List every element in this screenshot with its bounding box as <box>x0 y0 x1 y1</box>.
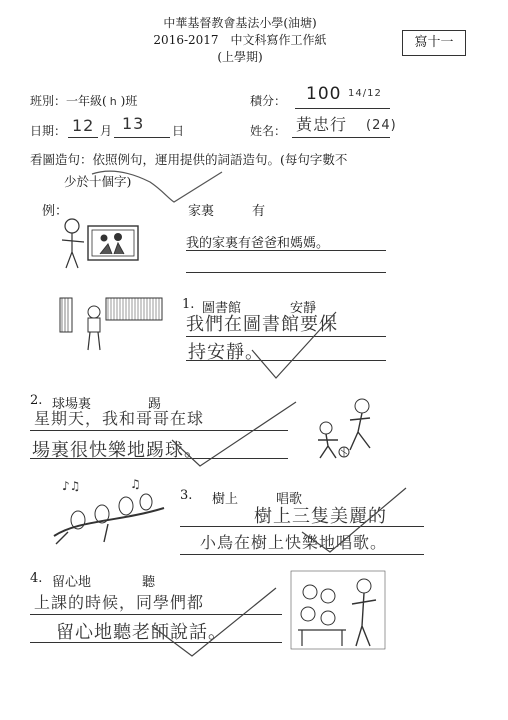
question-2-answer-line-1: 星期天，我和哥哥在球 <box>34 409 205 428</box>
worksheet-number-box <box>402 30 466 56</box>
example-label: 例： <box>42 204 69 219</box>
date-label: 日期： <box>30 124 67 138</box>
instruction-line-1: 看圖造句：依照例句，運用提供的詞語造句。(每句字數不 <box>30 152 348 167</box>
question-4-check-mark <box>150 586 280 658</box>
question-1-answer-line-1: 我們在圖書館要保 <box>186 314 338 335</box>
question-1-word-2: 安靜 <box>290 301 317 316</box>
date-month: 12 <box>72 116 95 135</box>
question-3-check-mark <box>300 486 410 556</box>
svg-text:♪♫: ♪♫ <box>62 479 81 493</box>
family-photo-illustration <box>58 212 148 272</box>
question-2-word-1: 球場裏 <box>52 397 92 412</box>
example-word-1: 家裏 <box>188 204 215 219</box>
question-2-check-mark <box>170 400 300 470</box>
question-4-word-2: 聽 <box>142 575 156 590</box>
question-3-answer-line-1: 樹上三隻美麗的 <box>254 506 387 527</box>
name-label: 姓名： <box>250 124 287 138</box>
date-underline-1 <box>68 137 98 138</box>
example-sentence: 我的家裏有爸爸和媽媽。 <box>186 236 330 251</box>
question-3-word-1: 樹上 <box>212 492 239 507</box>
question-1-word-1: 圖書館 <box>202 301 242 316</box>
date-underline-2 <box>114 137 170 138</box>
classroom-illustration <box>290 570 386 650</box>
football-illustration <box>306 396 396 462</box>
question-4-answer-line-2: 留心地聽老師說話。 <box>56 622 227 643</box>
birds-on-branch-illustration <box>48 476 168 548</box>
question-3-word-2: 唱歌 <box>276 492 303 507</box>
question-2-word-2: 踢 <box>148 397 162 412</box>
library-illustration <box>58 296 168 356</box>
question-4-label: 4. <box>30 571 43 586</box>
question-3-answer-line-2: 小鳥在樹上快樂地唱歌。 <box>200 533 388 552</box>
term: (上學期) <box>217 50 263 64</box>
question-1-answer-line-2: 持安靜。 <box>188 342 264 363</box>
example-word-2: 有 <box>252 204 266 219</box>
date-month-unit: 月 <box>100 124 113 138</box>
example-line-2 <box>186 272 386 273</box>
class-value: h <box>109 95 118 108</box>
question-2-label: 2. <box>30 393 43 408</box>
question-4-word-1: 留心地 <box>52 575 92 590</box>
school-name: 中華基督教會基法小學(油塘) <box>163 16 317 30</box>
score-label: 積分： <box>250 94 287 108</box>
score-value: 100 <box>306 84 342 104</box>
question-3-label: 3. <box>180 488 193 503</box>
worksheet-number: 寫十一 <box>414 35 454 50</box>
class-suffix: )班 <box>120 94 138 108</box>
instruction-line-2: 少於十個字) <box>64 174 132 189</box>
name-value: 黃忠行 <box>296 115 348 134</box>
score-extra: 14/12 <box>348 88 382 99</box>
svg-text:♫: ♫ <box>130 477 141 491</box>
question-4-answer-line-1: 上課的時候，同學們都 <box>34 593 205 612</box>
example-line-1 <box>186 250 386 251</box>
question-1-label: 1. <box>182 297 195 312</box>
class-row <box>30 92 137 109</box>
date-day-unit: 日 <box>172 124 185 138</box>
question-1-check-mark <box>250 310 340 380</box>
class-prefix: 班別：一年級( <box>30 94 107 108</box>
date-day: 13 <box>122 114 145 133</box>
year-subject: 2016-2017 中文科寫作工作紙 <box>153 33 327 47</box>
class-number: (24) <box>366 118 397 133</box>
question-2-answer-line-2: 場裏很快樂地踢球。 <box>32 440 203 461</box>
name-underline <box>292 137 390 138</box>
score-underline <box>295 108 390 109</box>
